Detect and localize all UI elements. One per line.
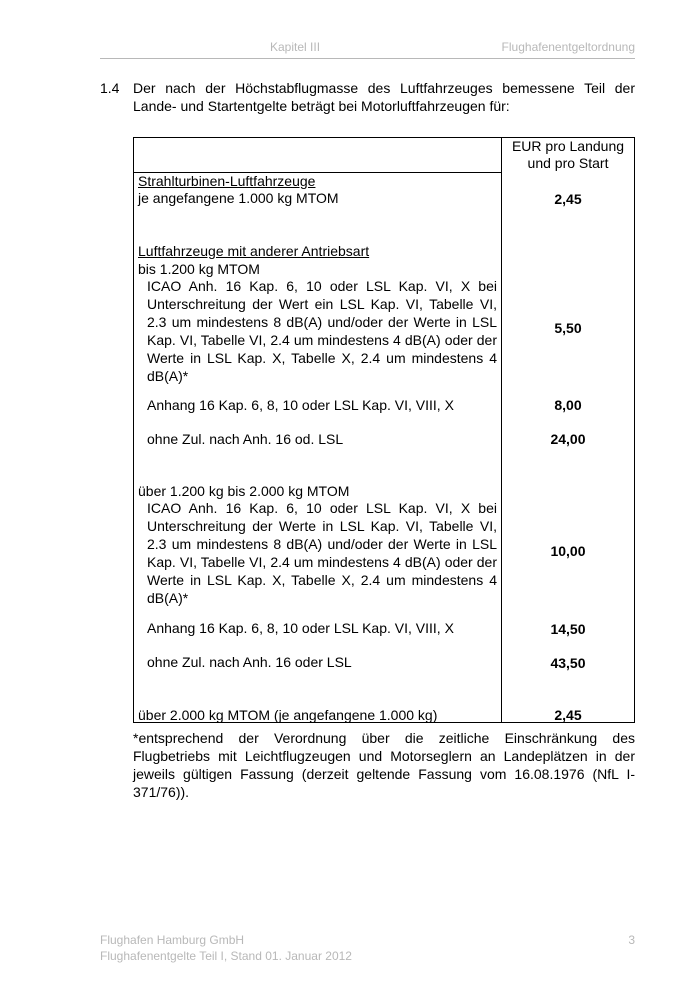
footnote: *entsprechend der Verordnung über die zeitliche Einschränkung des Flugbetriebs mit Leichtflugzeugen und Motorseglern an Landeplätzen in der jeweils gültigen Fassung (derzeit geltende Fassung vom 16.08.1976 (NfL I-371/76)).	[133, 730, 635, 800]
footer-stand: Flughafenentgelte Teil I, Stand 01. Januar 2012	[100, 949, 352, 963]
footer-company: Flughafen Hamburg GmbH	[100, 933, 245, 947]
column-header-line2: und pro Start	[527, 155, 609, 171]
band2-none-value: 43,50	[550, 655, 586, 671]
band1-annex-text: Anhang 16 Kap. 6, 8, 10 oder LSL Kap. VI, VIII, X	[147, 397, 454, 413]
jet-label: je angefangene 1.000 kg MTOM	[138, 190, 339, 206]
band2-annex-text: Anhang 16 Kap. 6, 8, 10 oder LSL Kap. VI, VIII, X	[147, 620, 454, 636]
band1-annex-value: 8,00	[554, 397, 582, 413]
band3-label: über 2.000 kg MTOM (je angefangene 1.000 kg)	[138, 707, 438, 723]
fee-table	[133, 137, 635, 723]
band3-value: 2,45	[554, 707, 582, 723]
band1-icao-text: ICAO Anh. 16 Kap. 6, 10 oder LSL Kap. VI, X bei Unterschreitung der Wert ein LSL Kap. VI, Tabelle VI, 2.3 um mindestens 8 dB(A) und/oder der Werte in LSL Kap. VI, Tabelle VI, 2.4 um mindestens 4 dB(A) oder der Werte in LSL Kap. X, Tabelle X, 2.4 um mindestens 4 dB(A)*	[147, 278, 497, 384]
band2-none-text: ohne Zul. nach Anh. 16 oder LSL	[147, 654, 352, 670]
band2-icao-value: 10,00	[550, 543, 586, 559]
section-text: Der nach der Höchstabflugmasse des Luftfahrzeuges bemessene Teil der Lande- und Startentgelte beträgt bei Motorluftfahrzeugen für:	[133, 80, 635, 114]
section-number: 1.4	[100, 80, 120, 96]
jet-value: 2,45	[554, 191, 582, 207]
header-document-title: Flughafenentgeltordnung	[501, 40, 635, 54]
band1-icao-value: 5,50	[554, 320, 582, 336]
column-header	[502, 138, 634, 172]
other-heading: Luftfahrzeuge mit anderer Antriebsart	[138, 243, 370, 259]
band1-none-text: ohne Zul. nach Anh. 16 od. LSL	[147, 431, 344, 447]
band2-annex-value: 14,50	[550, 621, 586, 637]
jet-heading: Strahlturbinen-Luftfahrzeuge	[138, 173, 316, 189]
column-header-line1: EUR pro Landung	[511, 138, 625, 154]
header-divider	[100, 58, 635, 59]
header-chapter: Kapitel III	[270, 40, 321, 54]
band2-icao-text: ICAO Anh. 16 Kap. 6, 10 oder LSL Kap. VI, X bei Unterschreitung der Werte in LSL Kap. VI, Tabelle VI, 2.3 um mindestens 8 dB(A) und/oder der Werte in LSL Kap. VI, Tabelle VI, 2.4 um mindestens 4 dB(A) oder der Werte in LSL Kap. X, Tabelle X, 2.4 um mindestens 4 dB(A)*	[147, 500, 497, 606]
page-number: 3	[628, 933, 635, 947]
band2-label: über 1.200 kg bis 2.000 kg MTOM	[138, 483, 350, 499]
band1-label: bis 1.200 kg MTOM	[138, 261, 260, 277]
band1-none-value: 24,00	[550, 431, 586, 447]
